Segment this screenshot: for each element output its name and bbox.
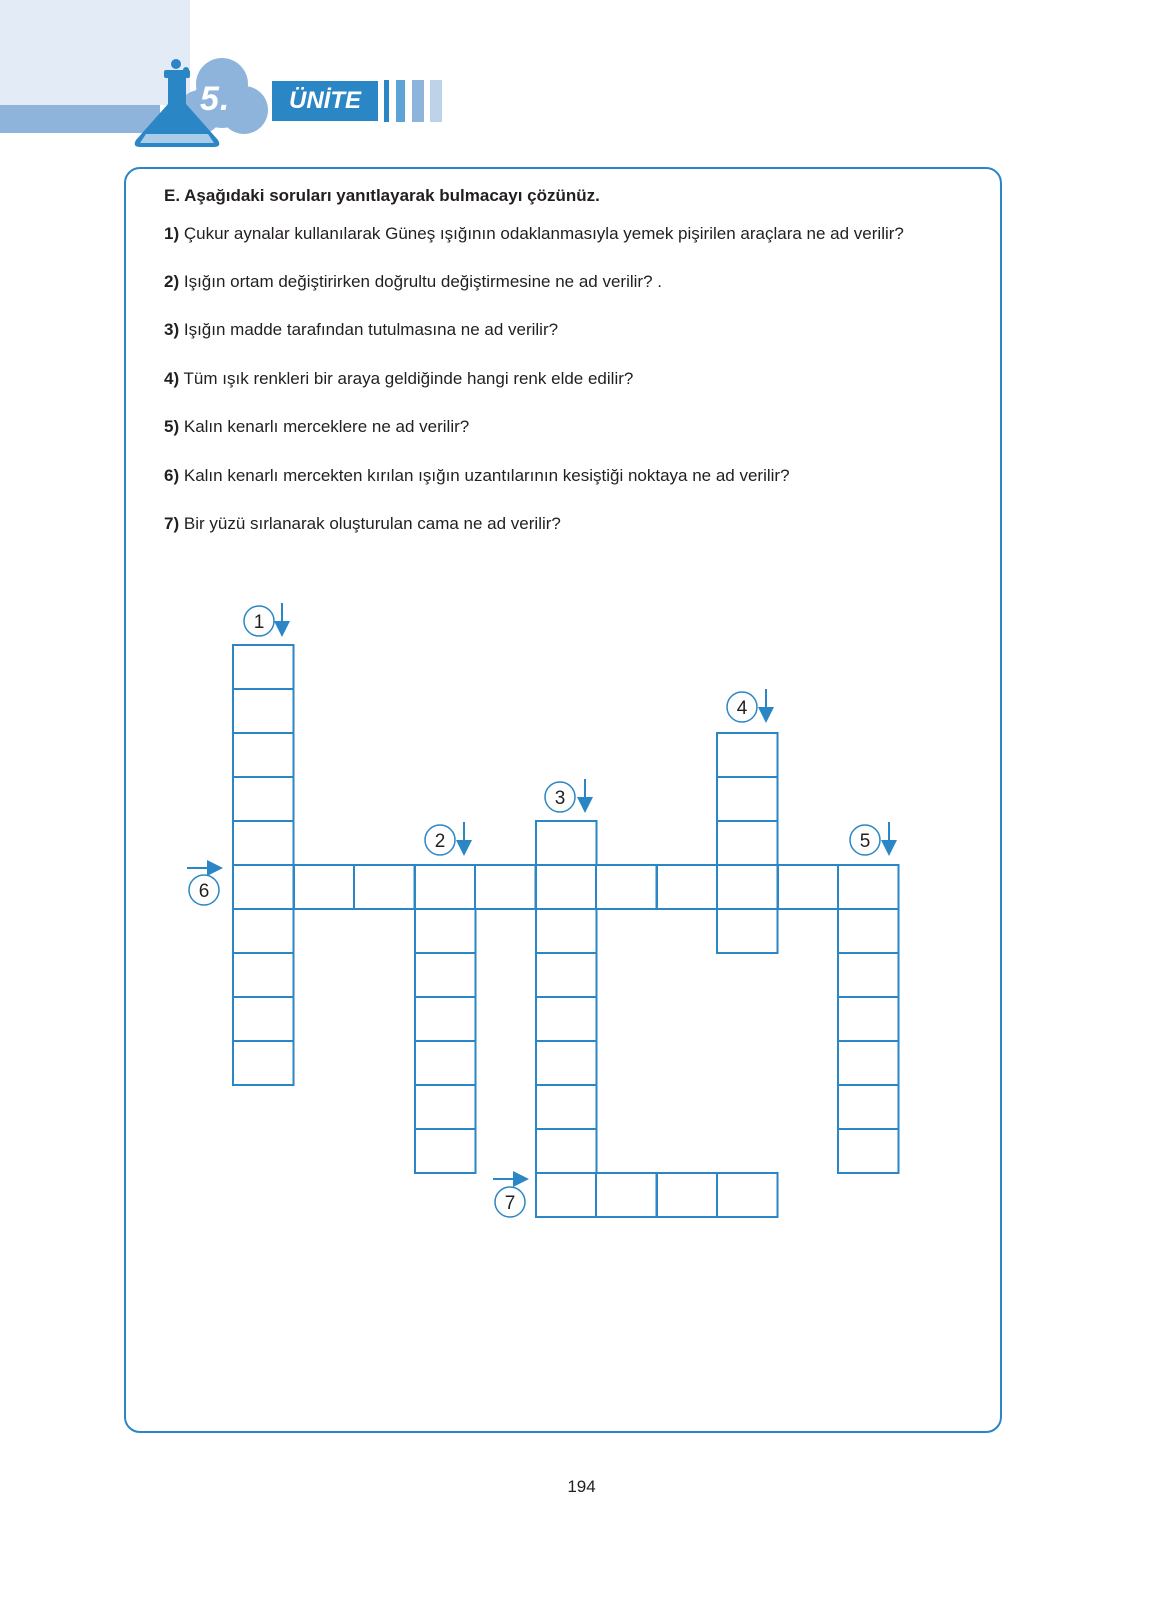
clue-marker-4 <box>727 689 766 722</box>
crossword-cell[interactable] <box>536 1173 597 1217</box>
clue-label-3: 3 <box>554 788 566 809</box>
crossword-cell[interactable] <box>717 733 778 777</box>
crossword-cell[interactable] <box>838 953 899 997</box>
crossword-cell[interactable] <box>536 1129 597 1173</box>
crossword-cell[interactable] <box>354 865 415 909</box>
crossword-cell[interactable] <box>838 1041 899 1085</box>
section-title: E. Aşağıdaki soruları yanıtlayarak bulmacayı çözünüz. <box>164 186 600 205</box>
clue-marker-5 <box>850 822 889 855</box>
crossword-cell[interactable] <box>415 953 476 997</box>
crossword-cell[interactable] <box>717 777 778 821</box>
crossword-cell[interactable] <box>838 1129 899 1173</box>
question-text: Kalın kenarlı mercekten kırılan ışığın uzantılarının kesiştiği noktaya ne ad verilir? <box>183 466 790 485</box>
crossword-cell[interactable] <box>536 821 597 865</box>
crossword-cell[interactable] <box>596 1173 657 1217</box>
crossword-cell[interactable] <box>838 1085 899 1129</box>
crossword-cell[interactable] <box>233 909 294 953</box>
crossword-cells <box>233 645 899 1217</box>
question-number: 2) <box>164 272 180 291</box>
crossword-cell[interactable] <box>233 689 294 733</box>
question-number: 4) <box>164 369 180 388</box>
crossword-cell[interactable] <box>536 953 597 997</box>
clue-marker-3 <box>545 779 585 812</box>
crossword-cell[interactable] <box>717 1173 778 1217</box>
clue-marker-7 <box>493 1179 525 1217</box>
clue-label-2: 2 <box>434 831 446 852</box>
question-number: 5) <box>164 417 180 436</box>
crossword-cell[interactable] <box>536 997 597 1041</box>
crossword-cell[interactable] <box>536 865 597 909</box>
crossword-cell[interactable] <box>536 1085 597 1129</box>
crossword-cell[interactable] <box>657 1173 718 1217</box>
crossword-cell[interactable] <box>536 1041 597 1085</box>
crossword-cell[interactable] <box>233 953 294 997</box>
crossword-cell[interactable] <box>233 733 294 777</box>
question-text: Işığın madde tarafından tutulmasına ne ad verilir? <box>183 320 559 339</box>
crossword-cell[interactable] <box>596 865 657 909</box>
clue-label-5: 5 <box>859 831 871 852</box>
clue-label-1: 1 <box>253 612 265 633</box>
crossword-cell[interactable] <box>233 821 294 865</box>
crossword-cell[interactable] <box>294 865 355 909</box>
clue-marker-1 <box>244 603 282 636</box>
crossword-cell[interactable] <box>233 777 294 821</box>
question-number: 7) <box>164 514 180 533</box>
crossword-cell[interactable] <box>475 865 536 909</box>
clue-marker-6 <box>187 868 219 905</box>
crossword-cell[interactable] <box>717 865 778 909</box>
crossword-cell[interactable] <box>838 909 899 953</box>
crossword-cell[interactable] <box>838 997 899 1041</box>
crossword-cell[interactable] <box>838 865 899 909</box>
clue-marker-2 <box>425 822 464 855</box>
question-text: Işığın ortam değiştirirken doğrultu değiştirmesine ne ad verilir? . <box>183 272 662 291</box>
question-text: Tüm ışık renkleri bir araya geldiğinde hangi renk elde edilir? <box>183 369 634 388</box>
crossword-cell[interactable] <box>415 1041 476 1085</box>
question-text: Kalın kenarlı merceklere ne ad verilir? <box>183 417 470 436</box>
crossword-cell[interactable] <box>233 997 294 1041</box>
crossword-cell[interactable] <box>415 1085 476 1129</box>
crossword-cell[interactable] <box>233 865 294 909</box>
crossword-cell[interactable] <box>233 1041 294 1085</box>
unit-number: 5. <box>200 80 231 118</box>
unit-label: ÜNİTE <box>272 81 378 121</box>
crossword-cell[interactable] <box>657 865 718 909</box>
crossword-cell[interactable] <box>536 909 597 953</box>
clue-label-6: 6 <box>198 881 210 902</box>
question-text: Çukur aynalar kullanılarak Güneş ışığının odaklanmasıyla yemek pişirilen araçlara ne ad verilir? <box>183 224 904 243</box>
crossword-cell[interactable] <box>233 645 294 689</box>
crossword-cell[interactable] <box>778 865 839 909</box>
crossword-cell[interactable] <box>415 865 476 909</box>
crossword-cell[interactable] <box>415 1129 476 1173</box>
crossword-cell[interactable] <box>415 997 476 1041</box>
question-number: 6) <box>164 466 180 485</box>
question-text: Bir yüzü sırlanarak oluşturulan cama ne ad verilir? <box>183 514 561 533</box>
clue-label-7: 7 <box>504 1193 516 1214</box>
clue-label-4: 4 <box>736 698 748 719</box>
question-number: 3) <box>164 320 180 339</box>
question-number: 1) <box>164 224 180 243</box>
crossword-cell[interactable] <box>415 909 476 953</box>
crossword-cell[interactable] <box>717 821 778 865</box>
crossword-cell[interactable] <box>717 909 778 953</box>
page-number: 194 <box>567 1477 596 1496</box>
